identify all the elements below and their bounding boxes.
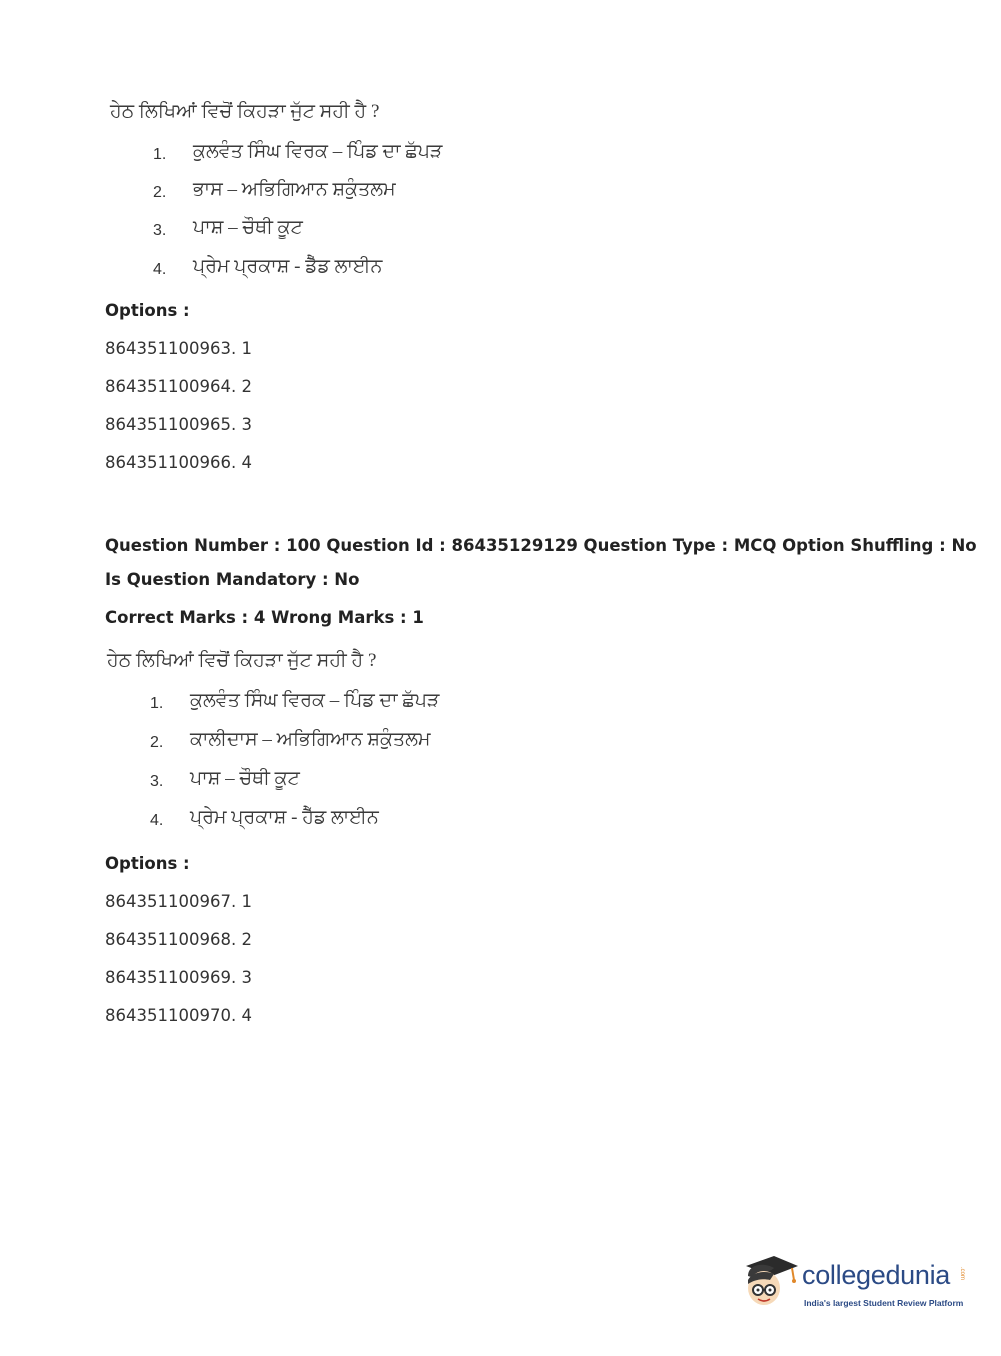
item-number: 2.	[150, 734, 164, 751]
logo-tagline: India's largest Student Review Platform	[804, 1298, 964, 1308]
option-item: 864351100966. 4	[105, 453, 252, 472]
item-text: ਭਾਸ – ਅਭਿਗਿਆਨ ਸ਼ਕੁੰਤਲਮ	[193, 179, 396, 200]
item-text: ਪਾਸ਼ – ਚੌਥੀ ਕੂਟ	[193, 217, 303, 238]
question-text: ਹੇਠ ਲਿਖਿਆਂ ਵਿਚੋਂ ਕਿਹੜਾ ਜੁੱਟ ਸਹੀ ਹੈ ?	[107, 650, 377, 671]
item-text: ਪਾਸ਼ – ਚੌਥੀ ਕੂਟ	[190, 768, 300, 789]
question-meta: Question Number : 100 Question Id : 86435129129 Question Type : MCQ Option Shuffling : No	[105, 536, 977, 555]
item-text: ਕੁਲਵੰਤ ਸਿੰਘ ਵਿਰਕ – ਪਿੰਡ ਦਾ ਛੱਪੜ	[193, 141, 443, 162]
item-text: ਪ੍ਰੇਮ ਪ੍ਰਕਾਸ਼ - ਹੈੱਡ ਲਾਈਨ	[190, 807, 379, 828]
item-text: ਪ੍ਰੇਮ ਪ੍ਰਕਾਸ਼ - ਡੈੱਡ ਲਾਈਨ	[193, 256, 383, 277]
item-number: 4.	[153, 261, 167, 278]
question-text: ਹੇਠ ਲਿਖਿਆਂ ਵਿਚੋਂ ਕਿਹੜਾ ਜੁੱਟ ਸਹੀ ਹੈ ?	[110, 101, 380, 122]
item-number: 4.	[150, 812, 164, 829]
collegedunia-logo[interactable]	[740, 1250, 970, 1320]
logo-wordmark: collegedunia	[802, 1260, 951, 1290]
option-item: 864351100964. 2	[105, 377, 252, 396]
logo-suffix: .com	[959, 1267, 965, 1281]
option-item: 864351100968. 2	[105, 930, 252, 949]
option-item: 864351100969. 3	[105, 968, 252, 987]
question-mandatory: Is Question Mandatory : No	[105, 570, 360, 589]
options-label: Options :	[105, 854, 190, 873]
option-item: 864351100965. 3	[105, 415, 252, 434]
option-item: 864351100963. 1	[105, 339, 252, 358]
option-item: 864351100967. 1	[105, 892, 252, 911]
item-number: 1.	[153, 146, 167, 163]
question-marks: Correct Marks : 4 Wrong Marks : 1	[105, 608, 424, 627]
student-mascot-icon	[740, 1250, 802, 1312]
options-label: Options :	[105, 301, 190, 320]
item-number: 2.	[153, 184, 167, 201]
item-text: ਕਾਲੀਦਾਸ – ਅਭਿਗਿਆਨ ਸ਼ਕੁੰਤਲਮ	[190, 729, 431, 750]
item-number: 3.	[153, 222, 167, 239]
option-item: 864351100970. 4	[105, 1006, 252, 1025]
item-number: 3.	[150, 773, 164, 790]
item-text: ਕੁਲਵੰਤ ਸਿੰਘ ਵਿਰਕ – ਪਿੰਡ ਦਾ ਛੱਪੜ	[190, 690, 440, 711]
item-number: 1.	[150, 695, 164, 712]
